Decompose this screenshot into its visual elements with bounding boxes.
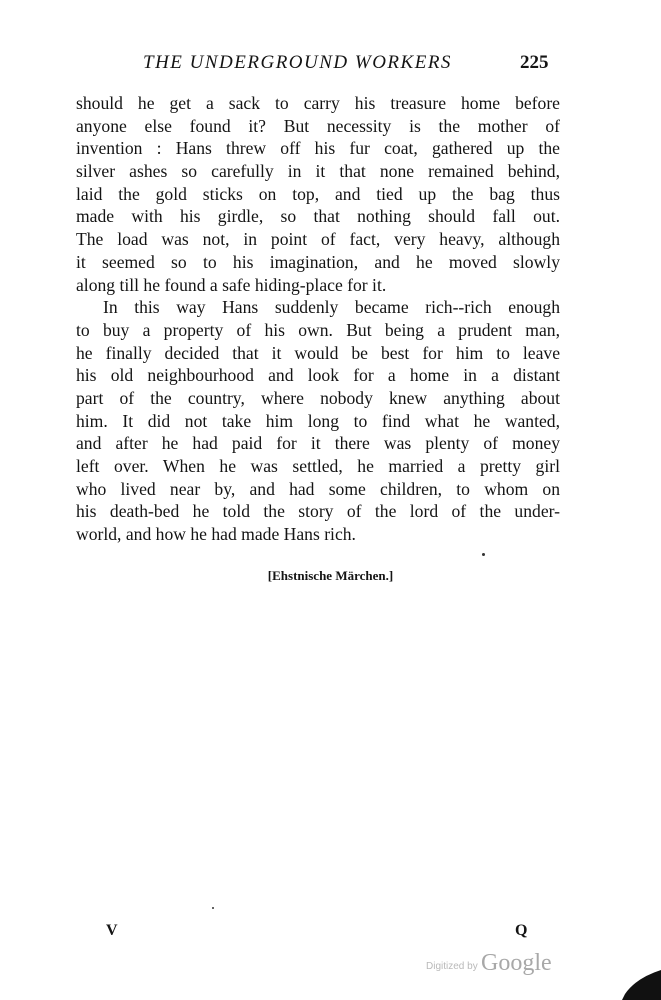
text-line: along till he found a safe hiding-place for it. xyxy=(76,274,387,295)
source-attribution: [Ehstnische Märchen.] xyxy=(267,568,394,583)
text-line: and after he had paid for it there was plenty of money xyxy=(76,433,560,454)
watermark-logo: Google xyxy=(481,950,552,976)
text-line: to buy a property of his own. But being a prudent man, xyxy=(76,319,560,340)
text-line: it seemed so to his imagination, and he moved slowly xyxy=(76,251,560,272)
text-line: left over. When he was settled, he married a pretty girl xyxy=(76,456,560,476)
ink-speck xyxy=(482,553,485,556)
running-title: THE UNDERGROUND WORKERS xyxy=(143,52,452,73)
text-line: should he get a sack to carry his treasure home before xyxy=(76,93,560,113)
text-line: his old neighbourhood and look for a home in a distant xyxy=(76,365,560,386)
text-line: anyone else found it? But necessity is the mother of xyxy=(76,115,560,136)
text-line: made with his girdle, so that nothing should fall out. xyxy=(76,206,560,227)
text-line: he finally decided that it would be best for him to leave xyxy=(76,342,560,363)
body-text xyxy=(76,92,560,546)
digitization-watermark xyxy=(426,950,566,980)
signature-mark-left: V xyxy=(106,922,118,939)
paragraph-1 xyxy=(76,92,560,296)
watermark-prefix: Digitized by xyxy=(426,961,478,972)
page-edge-shadow xyxy=(622,960,661,1000)
text-line: In this way Hans suddenly became rich--rich enough xyxy=(103,297,560,318)
text-line: The load was not, in point of fact, very heavy, although xyxy=(76,229,560,250)
text-line: him. It did not take him long to find what he wanted, xyxy=(76,410,560,431)
text-line: who lived near by, and had some children, to whom on xyxy=(76,478,560,499)
running-head xyxy=(0,52,661,78)
text-line: part of the country, where nobody knew anything about xyxy=(76,387,560,408)
text-line: world, and how he had made Hans rich. xyxy=(76,524,356,545)
text-line: silver ashes so carefully in it that none remained behind, xyxy=(76,161,560,182)
paragraph-2 xyxy=(76,296,560,546)
page-number: 225 xyxy=(520,52,549,73)
text-line: laid the gold sticks on top, and tied up the bag thus xyxy=(76,183,560,204)
text-line: his death-bed he told the story of the lord of the under- xyxy=(76,501,560,522)
ink-speck xyxy=(212,907,214,909)
signature-mark-right: Q xyxy=(515,922,528,939)
text-line: invention : Hans threw off his fur coat, gathered up the xyxy=(76,138,560,159)
